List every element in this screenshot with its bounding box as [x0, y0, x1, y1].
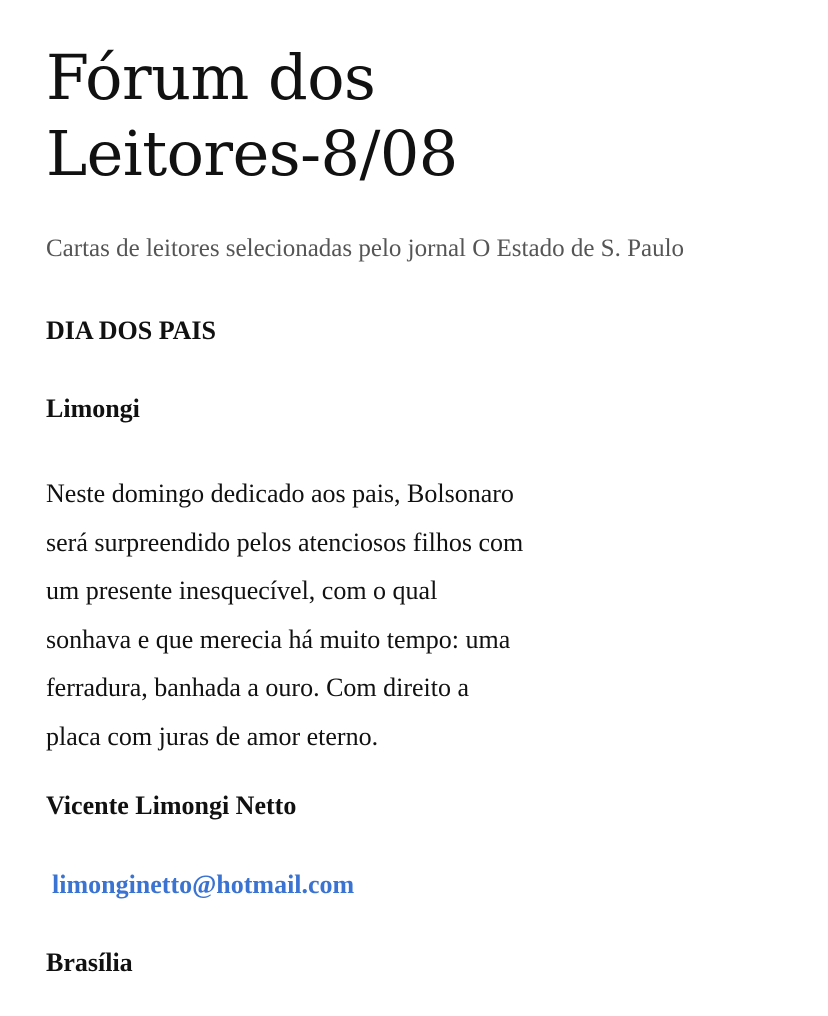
article-subtitle: Cartas de leitores selecionadas pelo jornal O Estado de S. Paulo: [46, 235, 685, 262]
letter-body-line: um presente inesquecível, com o qual: [46, 576, 438, 605]
letter-body-line: será surpreendido pelos atenciosos filhos com: [46, 527, 524, 557]
author-email-link[interactable]: limonginetto@hotmail.com: [52, 870, 355, 899]
letter-body-line: ferradura, banhada a ouro. Com direito a: [46, 673, 470, 702]
author-name: Vicente Limongi Netto: [46, 791, 297, 820]
page-title-line-1: Fórum dos: [46, 41, 376, 114]
letter-body-line: sonhava e que merecia há muito tempo: uma: [46, 624, 511, 654]
page-title-line-2: Leitores-8/08: [46, 117, 458, 190]
section-heading: DIA DOS PAIS: [46, 316, 217, 345]
letter-body-line: Neste domingo dedicado aos pais, Bolsonaro: [46, 479, 514, 508]
author-city: Brasília: [46, 948, 133, 977]
letter-title: Limongi: [46, 394, 140, 423]
letter-body-line: placa com juras de amor eterno.: [46, 721, 379, 751]
letter-body: [46, 470, 606, 761]
page-title: [46, 40, 646, 192]
